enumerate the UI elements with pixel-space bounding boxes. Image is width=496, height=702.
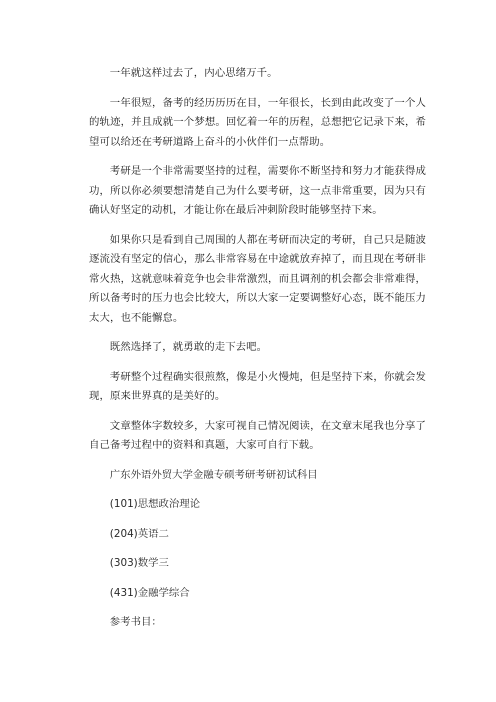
- paragraph-motivation: 如果你只是看到自己周围的人都在考研而决定的考研，自己只是随波逐流没有坚定的信心，那么非常容易在中途就放弃掉了，而且现在考研非常火热，这就意味着竞争也会非常激烈，而且调剂的机会都会非常难得，所以备考时的压力也会比较大，所以大家一定要调整好心态，既不能压力太大，也不能懈怠。: [89, 233, 426, 324]
- paragraph-year: 一年很短，备考的经历历历在目，一年很长，长到由此改变了一个人的轨迹，并且成就一个梦想。回忆着一年的历程，总想把它记录下来，希望可以给还在考研道路上奋斗的小伙伴们一点帮助。: [89, 96, 426, 148]
- subjects-title: 广东外语外贸大学金融专硕考研考研初试科目: [109, 468, 318, 481]
- subject-item: (204)英语二: [109, 527, 169, 540]
- references-label: 参考书目：: [109, 616, 162, 628]
- subject-item: (101)思想政治理论: [109, 498, 201, 510]
- paragraph-persistence: 考研是一个非常需要坚持的过程，需要你不断坚持和努力才能获得成功，所以你必须要想清楚自己为什么要考研，这一点非常重要，因为只有确认好坚定的动机，才能让你在最后冲刺阶段时能够坚持下来。: [89, 165, 426, 216]
- paragraph-process: 考研整个过程确实很煎熬，像是小火慢炖，但是坚持下来，你就会发现，原来世界真的是美好的。: [89, 370, 426, 402]
- subject-item: (303)数学三: [109, 557, 169, 569]
- subject-item: (431)金融学综合: [109, 586, 190, 599]
- paragraph-resources: 文章整体字数较多，大家可视自己情况阅读，在文章末尾我也分享了自己备考过程中的资料和真题，大家可自行下载。: [89, 419, 426, 451]
- paragraph-courage: 既然选择了，就勇敢的走下去吧。: [109, 341, 268, 353]
- paragraph-intro: 一年就这样过去了，内心思绪万千。: [109, 67, 278, 79]
